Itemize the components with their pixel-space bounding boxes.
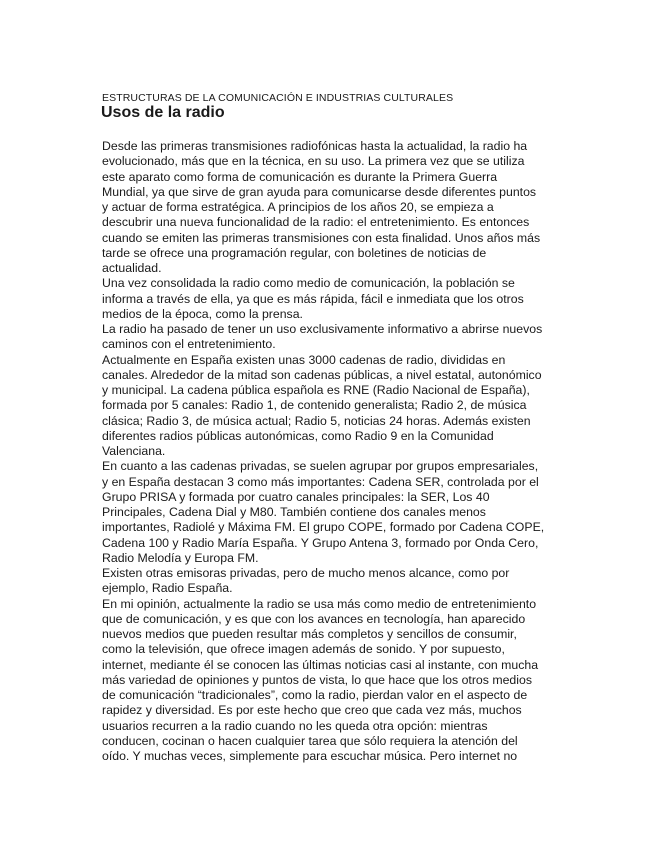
document-title: Usos de la radio xyxy=(101,104,225,121)
document-body xyxy=(102,139,562,764)
text-line: Grupo PRISA y formada por cuatro canales principales: la SER, Los 40 xyxy=(102,489,490,504)
text-line: clásica; Radio 3, de música actual; Radio 5, noticias 24 horas. Además existen xyxy=(102,413,531,428)
text-line: oído. Y muchas veces, simplemente para escuchar música. Pero internet no xyxy=(102,749,518,763)
text-line: formada por 5 canales: Radio 1, de contenido generalista; Radio 2, de música xyxy=(102,398,527,413)
document-header: ESTRUCTURAS DE LA COMUNICACIÓN E INDUSTRIAS CULTURALES xyxy=(102,92,454,104)
text-line: conducen, cocinan o hacen cualquier tarea que sólo requiera la atención del xyxy=(102,733,518,748)
text-line: medios de la época, como la prensa. xyxy=(102,306,303,321)
text-line: informa a través de ella, ya que es más rápida, fácil e inmediata que los otros xyxy=(102,291,524,306)
text-line: Existen otras emisoras privadas, pero de mucho menos alcance, como por xyxy=(102,566,510,580)
text-line: evolucionado, más que en la técnica, en su uso. La primera vez que se utiliza xyxy=(102,154,525,169)
text-line: más variedad de opiniones y puntos de vista, lo que hace que los otros medios xyxy=(102,672,532,687)
text-line: nuevos medios que pueden resultar más completos y sencillos de consumir, xyxy=(102,627,517,641)
text-line: como la televisión, que ofrece imagen además de sonido. Y por supuesto, xyxy=(102,642,505,657)
text-line: canales. Alrededor de la mitad son cadenas públicas, a nivel estatal, autonómico xyxy=(102,367,542,382)
text-line: Mundial, ya que sirve de gran ayuda para comunicarse desde diferentes puntos xyxy=(102,184,537,199)
text-line: y municipal. La cadena pública española es RNE (Radio Nacional de España), xyxy=(102,383,530,397)
text-line: Una vez consolidada la radio como medio de comunicación, la población se xyxy=(102,276,515,291)
text-line: Radio Melodía y Europa FM. xyxy=(102,550,259,565)
text-line: diferentes radios públicas autonómicas, como Radio 9 en la Comunidad xyxy=(102,428,494,443)
text-line: que de comunicación, y es que con los avances en tecnología, han aparecido xyxy=(102,611,526,626)
text-line: rapidez y diversidad. Es por este hecho que creo que cada vez más, muchos xyxy=(102,703,522,718)
text-line: En cuanto a las cadenas privadas, se suelen agrupar por grupos empresariales, xyxy=(102,459,539,474)
text-line: tarde se ofrece una programación regular, con boletines de noticias de xyxy=(102,245,487,260)
text-line: descubrir una nueva funcionalidad de la radio: el entretenimiento. Es entonces xyxy=(102,215,530,230)
text-line: cuando se emiten las primeras transmisiones con esta finalidad. Unos años más xyxy=(102,230,541,245)
text-line: La radio ha pasado de tener un uso exclusivamente informativo a abrirse nuevos xyxy=(102,322,543,336)
text-line: usuarios recurren a la radio cuando no les queda otra opción: mientras xyxy=(102,718,488,733)
text-line: importantes, Radiolé y Máxima FM. El grupo COPE, formado por Cadena COPE, xyxy=(102,520,545,535)
text-line: caminos con el entretenimiento. xyxy=(102,337,276,352)
text-line: Desde las primeras transmisiones radiofónicas hasta la actualidad, la radio ha xyxy=(102,139,528,153)
text-line: internet, mediante él se conocen las últimas noticias casi al instante, con mucha xyxy=(102,657,539,672)
text-line: ejemplo, Radio España. xyxy=(102,581,233,596)
text-line: de comunicación “tradicionales”, como la radio, pierdan valor en el aspecto de xyxy=(102,688,528,702)
text-line: Valenciana. xyxy=(102,444,166,458)
text-line: Principales, Cadena Dial y M80. También contiene dos canales menos xyxy=(102,505,486,519)
text-line: Cadena 100 y Radio María España. Y Grupo Antena 3, formado por Onda Cero, xyxy=(102,535,539,550)
text-line: En mi opinión, actualmente la radio se usa más como medio de entretenimiento xyxy=(102,596,537,611)
text-line: y en España destacan 3 como más importantes: Cadena SER, controlada por el xyxy=(102,474,539,489)
text-line: actualidad. xyxy=(102,261,162,275)
text-line: Actualmente en España existen unas 3000 cadenas de radio, divididas en xyxy=(102,352,506,367)
text-line: y actuar de forma estratégica. A principios de los años 20, se empieza a xyxy=(102,200,494,214)
text-line: este aparato como forma de comunicación es durante la Primera Guerra xyxy=(102,169,498,184)
